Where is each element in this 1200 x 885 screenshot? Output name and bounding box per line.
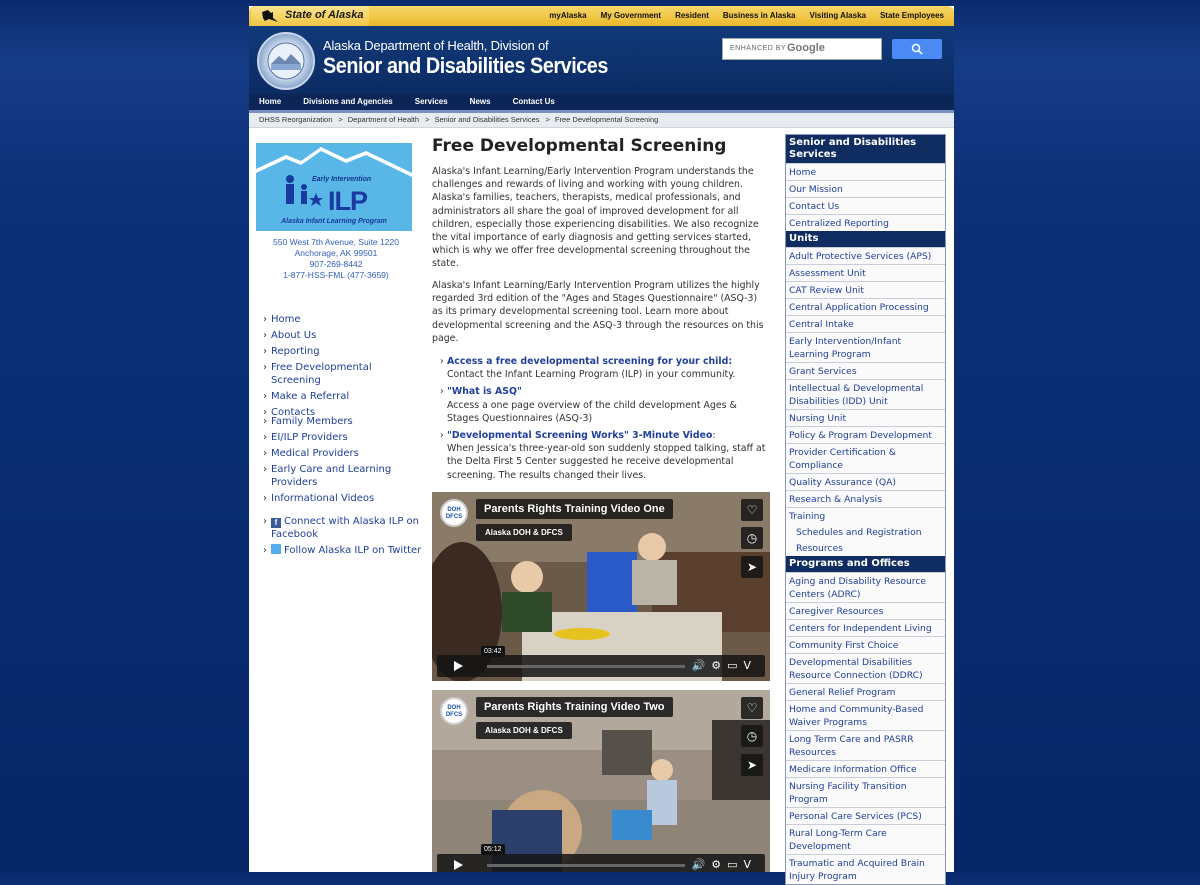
sidebar-item[interactable]: Caregiver Resources [786, 602, 945, 619]
resource-link[interactable]: "What is ASQ" [447, 386, 522, 398]
sidebar-item[interactable]: Nursing Facility Transition Program [786, 777, 945, 807]
nav-item[interactable]: Divisions and Agencies [303, 97, 393, 106]
search-brand: Google [787, 42, 825, 54]
video-player-1[interactable] [432, 492, 770, 681]
sidebar-item[interactable]: Assessment Unit [786, 264, 945, 281]
breadcrumb [249, 113, 954, 128]
video-channel[interactable]: Alaska DOH & DFCS [476, 524, 572, 541]
sidebar-item[interactable]: Central Application Processing [786, 298, 945, 315]
left-nav-item[interactable]: › Reporting [263, 345, 423, 358]
resource-item [440, 355, 770, 381]
channel-logo[interactable]: DOH DFCS [440, 499, 468, 527]
watch-later-icon[interactable]: ◷ [741, 725, 763, 747]
sidebar-item[interactable]: Contact Us [786, 197, 945, 214]
sidebar-item[interactable]: Provider Certification & Compliance [786, 443, 945, 473]
breadcrumb-item[interactable]: Department of Health [347, 115, 420, 124]
nav-item[interactable]: Home [259, 97, 282, 106]
left-nav-item[interactable]: › EI/ILP Providers [263, 431, 423, 444]
top-link[interactable]: My Government [600, 11, 662, 20]
address-line: 550 West 7th Avenue, Suite 1220 [273, 237, 399, 247]
sidebar-item[interactable]: Personal Care Services (PCS) [786, 807, 945, 824]
left-nav-item[interactable]: › Informational Videos [263, 492, 423, 505]
sidebar-item[interactable]: CAT Review Unit [786, 281, 945, 298]
breadcrumb-item: Free Developmental Screening [554, 115, 659, 124]
sidebar-item[interactable]: Home and Community-Based Waiver Programs [786, 700, 945, 730]
sidebar-item[interactable]: Rural Long-Term Care Development [786, 824, 945, 854]
breadcrumb-separator: > [545, 115, 550, 124]
logo-small-text: Early Intervention [312, 176, 372, 183]
top-link[interactable]: State Employees [879, 11, 944, 20]
seal-icon [259, 34, 313, 88]
like-icon[interactable]: ♡ [741, 697, 763, 719]
sidebar-heading-units: Units [786, 231, 945, 247]
resource-link[interactable]: "Developmental Screening Works" 3-Minute Video [447, 430, 713, 442]
twitter-link[interactable] [263, 544, 423, 557]
address-line: 907-269-8442 [309, 259, 363, 269]
resource-description: When Jessica's three-year-old son suddenly stopped talking, staff at the Delta First 5 Center suggested he receive developmental screening. The results changed their lives. [447, 443, 766, 481]
sidebar-item[interactable]: Medicare Information Office [786, 760, 945, 777]
resource-link[interactable]: Access a free developmental screening for your child: [447, 356, 733, 367]
state-of-alaska-label: State of Alaska [285, 9, 364, 21]
sidebar-item[interactable]: Grant Services [786, 362, 945, 379]
video-controls [437, 655, 765, 677]
breadcrumb-item[interactable]: DHSS Reorganization [259, 115, 333, 124]
facebook-link[interactable] [263, 515, 423, 541]
left-nav-item[interactable]: › Free Developmental Screening [263, 361, 423, 387]
department-name: Alaska Department of Health, Division of [323, 38, 549, 53]
sidebar-heading-sds: Senior and Disabilities Services [786, 135, 945, 163]
resource-description: Contact the Infant Learning Program (ILP) in your community. [447, 369, 736, 381]
video-controls [437, 854, 765, 872]
address-line: Anchorage, AK 99501 [294, 248, 378, 258]
intro-paragraph: Alaska's Infant Learning/Early Intervention Program understands the challenges and rewards of living and working with young children. Alaska's families, teachers, therapists, medical professionals, and administrators all share the goal of improved development for all children, especially those experiencing disabilities. We also recognize the vital importance of early diagnosis and getting services started, which is why we offer free developmental screening throughout the state. [432, 166, 759, 270]
left-nav-item[interactable]: › Medical Providers [263, 447, 423, 460]
sidebar-item[interactable]: Central Intake [786, 315, 945, 332]
breadcrumb-separator: > [338, 115, 343, 124]
twitter-link-label: Follow Alaska ILP on Twitter [284, 545, 422, 556]
sidebar-item[interactable]: Developmental Disabilities Resource Connection (DDRC) [786, 653, 945, 683]
sidebar-item[interactable]: Traumatic and Acquired Brain Injury Program [786, 854, 945, 884]
sidebar-item[interactable]: Home [786, 163, 945, 180]
nav-item[interactable]: Services [414, 97, 448, 106]
address-line: 1-877-HSS-FML (477-3659) [283, 270, 389, 280]
breadcrumb-item[interactable]: Senior and Disabilities Services [434, 115, 540, 124]
division-title: Senior and Disabilities Services [323, 53, 608, 78]
resource-list [440, 355, 770, 486]
sidebar-item[interactable]: Nursing Unit [786, 409, 945, 426]
left-nav-social [263, 515, 423, 560]
right-sidebar [785, 134, 946, 885]
player-controls-icons[interactable]: 🔊⚙▭V [691, 858, 757, 871]
resource-item [440, 429, 770, 482]
left-nav-item[interactable]: › Home [263, 313, 423, 326]
share-icon[interactable]: ➤ [741, 556, 763, 578]
sidebar-item[interactable]: Training [786, 507, 945, 524]
search-button[interactable] [892, 39, 942, 59]
nav-item[interactable]: Contact Us [512, 97, 555, 106]
alaska-map-icon [261, 9, 279, 23]
ilp-address [256, 237, 416, 281]
top-link[interactable]: myAlaska [549, 11, 587, 20]
twitter-icon [271, 544, 281, 554]
sidebar-item[interactable]: Adult Protective Services (APS) [786, 247, 945, 264]
logo-big-text: ILP [328, 186, 368, 216]
video-channel[interactable]: Alaska DOH & DFCS [476, 722, 572, 739]
video-duration: 03:42 [481, 646, 505, 657]
facebook-link-label: Connect with Alaska ILP on Facebook [271, 516, 419, 540]
nav-item[interactable]: News [469, 97, 491, 106]
left-nav-primary [263, 313, 423, 422]
sidebar-item[interactable]: General Relief Program [786, 683, 945, 700]
sidebar-subitem[interactable]: Resources [786, 540, 945, 556]
sidebar-item[interactable]: Centralized Reporting [786, 214, 945, 231]
facebook-icon: f [271, 518, 281, 528]
sidebar-item[interactable]: Policy & Program Development [786, 426, 945, 443]
state-topbar [249, 6, 954, 26]
play-icon[interactable] [437, 655, 479, 677]
left-nav-secondary [263, 415, 423, 508]
ilp-logo[interactable] [256, 143, 412, 231]
sidebar-item[interactable]: Centers for Independent Living [786, 619, 945, 636]
left-nav-item[interactable]: › Early Care and Learning Providers [263, 463, 423, 489]
video-progress-bar[interactable] [487, 864, 685, 867]
resource-link-row [440, 429, 770, 442]
play-icon[interactable] [437, 854, 479, 872]
video-title[interactable]: Parents Rights Training Video Two [476, 697, 673, 717]
main-nav [249, 94, 954, 110]
top-link[interactable]: Business in Alaska [722, 11, 796, 20]
video-duration: 05:12 [481, 844, 505, 855]
resource-link-row [440, 355, 770, 368]
share-icon[interactable]: ➤ [741, 754, 763, 776]
page-title: Free Developmental Screening [432, 136, 727, 156]
logo-subtitle: Alaska Infant Learning Program [281, 218, 387, 225]
video-player-2[interactable] [432, 690, 770, 872]
player-controls-icons[interactable]: 🔊⚙▭V [691, 659, 757, 672]
sidebar-item[interactable]: Long Term Care and PASRR Resources [786, 730, 945, 760]
sidebar-item[interactable]: Research & Analysis [786, 490, 945, 507]
left-nav-item[interactable]: › Contacts [263, 406, 423, 419]
search-icon [911, 43, 923, 55]
sidebar-item[interactable]: Aging and Disability Resource Centers (ADRC) [786, 572, 945, 602]
video-title[interactable]: Parents Rights Training Video One [476, 499, 673, 519]
watch-later-icon[interactable]: ◷ [741, 527, 763, 549]
channel-logo[interactable]: DOH DFCS [440, 697, 468, 725]
sidebar-item[interactable]: Intellectual & Developmental Disabilities (IDD) Unit [786, 379, 945, 409]
search-input[interactable] [722, 38, 882, 60]
top-links [549, 11, 944, 20]
sidebar-item[interactable]: Quality Assurance (QA) [786, 473, 945, 490]
video-progress-bar[interactable] [487, 665, 685, 668]
sidebar-subitem[interactable]: Schedules and Registration [786, 524, 945, 540]
sidebar-item[interactable]: Our Mission [786, 180, 945, 197]
sidebar-heading-programs: Programs and Offices [786, 556, 945, 572]
resource-link-suffix: : [712, 430, 716, 442]
state-of-alaska-link[interactable] [251, 6, 369, 26]
page [249, 6, 954, 882]
breadcrumb-separator: > [425, 115, 430, 124]
top-link[interactable]: Resident [675, 11, 709, 20]
state-seal[interactable] [257, 32, 315, 90]
asq-paragraph: Alaska's Infant Learning/Early Intervention Program utilizes the highly regarded 3rd edition of the "Ages and Stages Questionnaire" (ASQ-3) as its primary developmental screening tool. Learn more about developmental screening and the ASQ-3 through the resources on this page. [432, 280, 764, 344]
site-header [249, 26, 954, 94]
top-link[interactable]: Visiting Alaska [809, 11, 866, 20]
sidebar-item[interactable]: Early Intervention/Infant Learning Program [786, 332, 945, 362]
resource-item [440, 385, 770, 425]
resource-description: Access a one page overview of the child development Ages & Stages Questionnaires (ASQ-3) [447, 399, 737, 424]
sidebar-item[interactable]: Community First Choice [786, 636, 945, 653]
like-icon[interactable]: ♡ [741, 499, 763, 521]
left-nav-item[interactable]: › About Us [263, 329, 423, 342]
resource-link-row [440, 385, 770, 398]
search-enhanced-label: ENHANCED BY [730, 45, 787, 52]
left-nav-item[interactable]: › Family Members [263, 415, 423, 428]
left-nav-item[interactable]: › Make a Referral [263, 390, 423, 403]
